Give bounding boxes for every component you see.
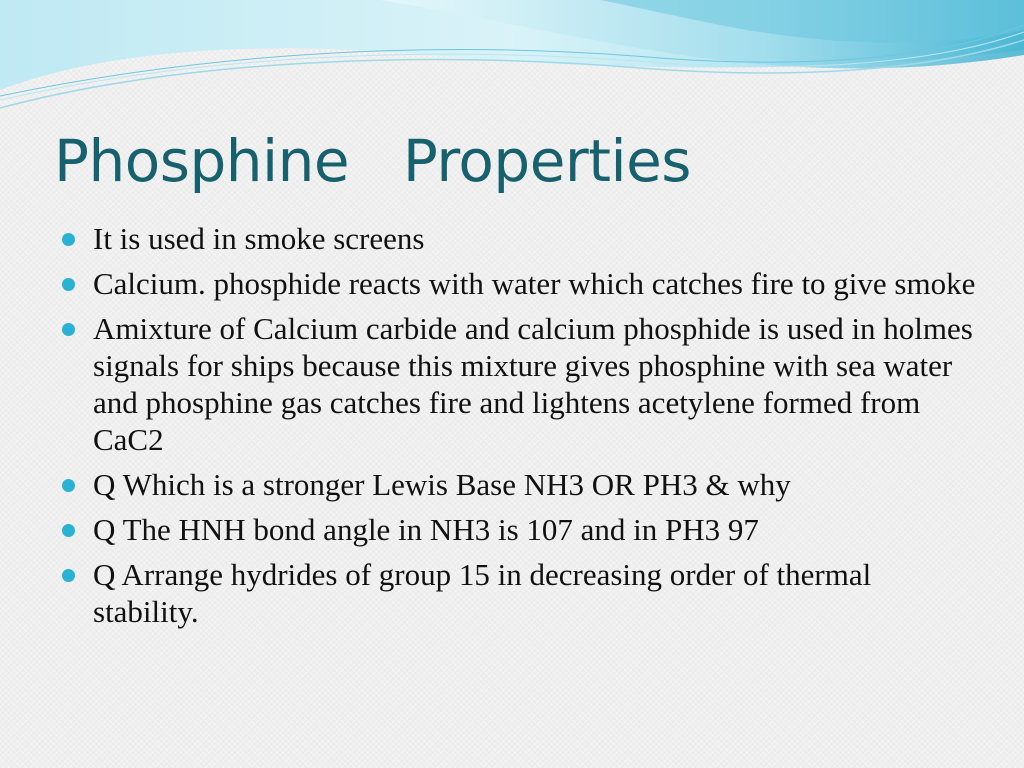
bullet-text: Q Which is a stronger Lewis Base NH3 OR PH3 & why (93, 467, 791, 502)
list-item (60, 511, 980, 548)
bullet-dot-icon (62, 278, 75, 291)
bullet-dot-icon (62, 479, 75, 492)
bullet-text: Amixture of Calcium carbide and calcium phosphide is used in holmes signals for ships because this mixture gives phosphine with sea water and phosphine gas catches fire and lightens acetylene formed from CaC2 (93, 311, 973, 457)
bullet-dot-icon (62, 524, 75, 537)
list-item (60, 466, 980, 503)
list-item (60, 220, 980, 257)
bullet-dot-icon (62, 569, 75, 582)
header-wave-decoration (0, 0, 1024, 120)
list-item (60, 310, 980, 458)
bullet-text: Q Arrange hydrides of group 15 in decreasing order of thermal stability. (93, 557, 872, 629)
bullet-text: Q The HNH bond angle in NH3 is 107 and in PH3 97 (93, 512, 759, 547)
list-item (60, 265, 980, 302)
bullet-dot-icon (62, 323, 75, 336)
list-item (60, 556, 980, 630)
bullet-text: It is used in smoke screens (93, 221, 425, 256)
bullet-text: Calcium. phosphide reacts with water which catches fire to give smoke (93, 266, 976, 301)
bullet-dot-icon (62, 233, 75, 246)
bullet-list (60, 220, 980, 638)
slide-title: Phosphine Properties (54, 127, 691, 195)
